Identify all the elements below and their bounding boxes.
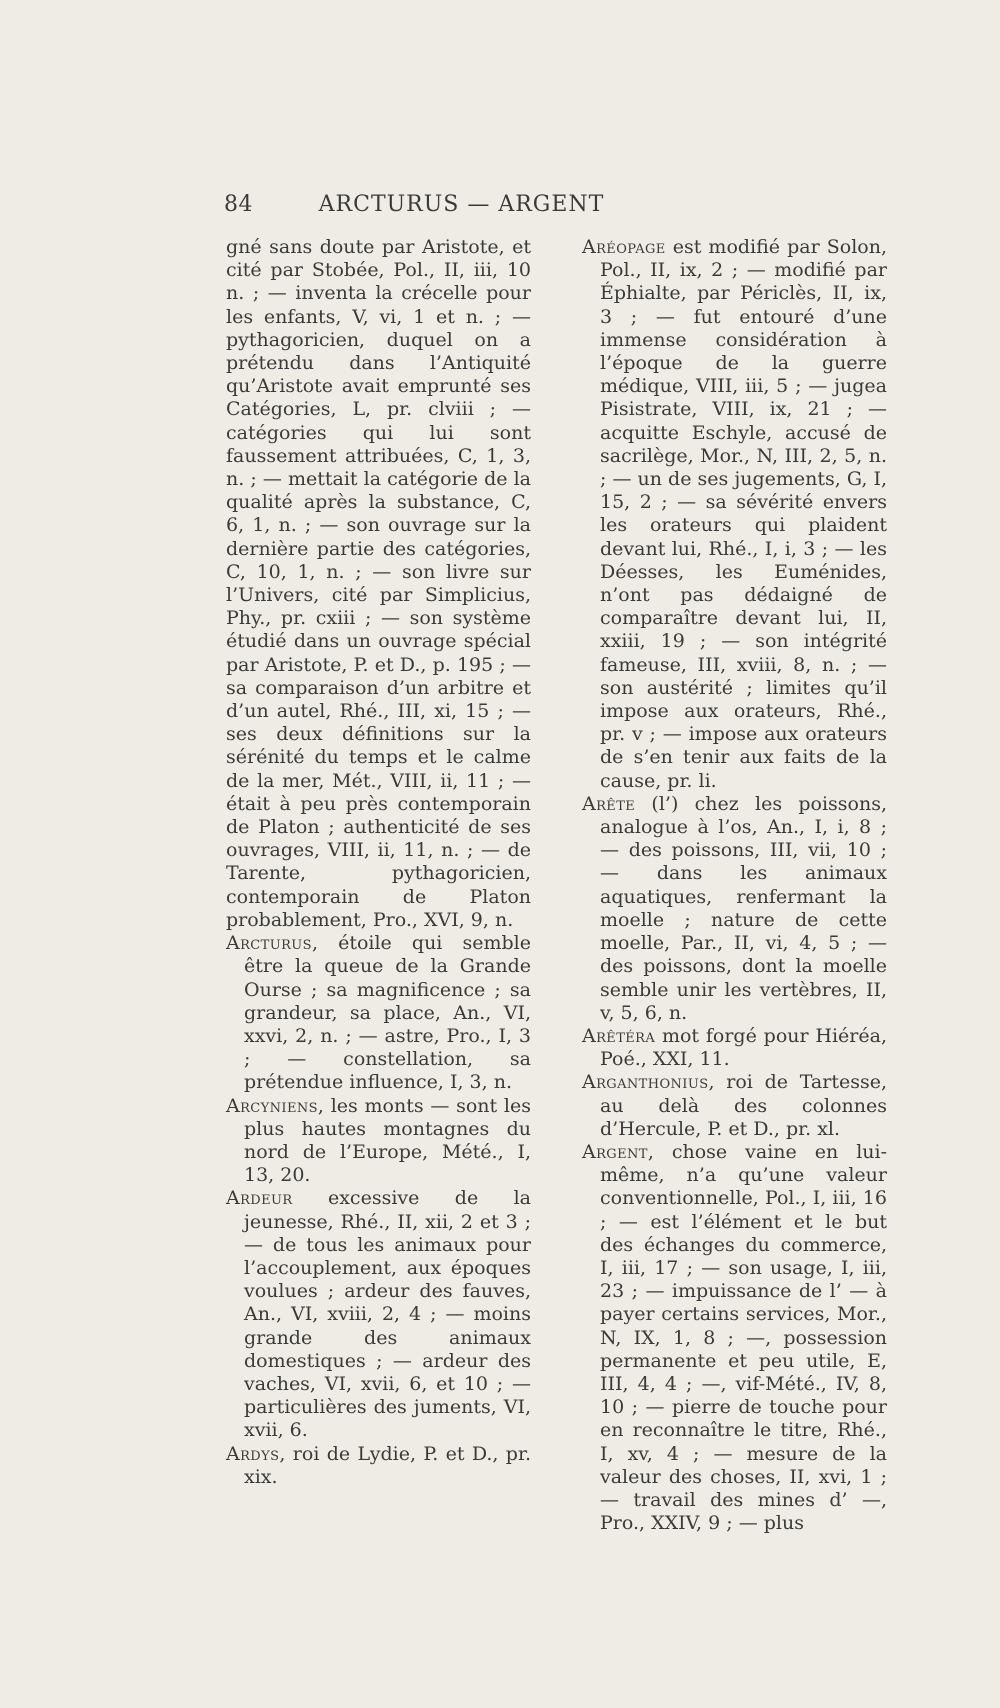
running-title: ARCTURUS — ARGENT [318,192,605,217]
index-entry [226,932,531,1094]
entry-headword: Arcyniens [226,1094,318,1117]
entry-text: , roi de Lydie, P. et D., pr. xix. [244,1442,531,1488]
entry-headword: Arête [582,792,636,815]
entry-headword: Argent [582,1140,648,1163]
index-entry [226,1095,531,1188]
entry-text: gné sans doute par Aristote, et cité par Stobée, Pol., II, iii, 10 n. ; — inventa la crécelle pour les enfants, V, vi, 1 et n. ; — pythagoricien, duquel on a prétendu dans l’Antiquité qu’Aristote avait emprunté ses Catégories, L, pr. clviii ; — catégories qui lui sont faussement attribuées, C, 1, 3, n. ; — mettait la catégorie de la qualité après la substance, C, 6, 1, n. ; — son ouvrage sur la dernière partie des catégories, C, 10, 1, n. ; — son livre sur l’Univers, cité par Simplicius, Phy., pr. cxiii ; — son système étudié dans un ouvrage spécial par Aristote, P. et D., p. 195 ; — sa comparaison d’un arbitre et d’un autel, Rhé., III, xi, 15 ; — ses deux définitions sur la sérénité du temps et le calme de la mer, Mét., VIII, ii, 11 ; — était à peu près contemporain de Platon ; authenticité de ses ouvrages, VIII, ii, 11, n. ; — de Tarente, pythagoricien, contemporain de Platon probablement, Pro., XVI, 9, n. [226,236,531,931]
right-column [582,236,887,1535]
entry-headword: Arcturus [226,932,312,955]
index-entry [226,1187,531,1442]
entry-text: est modifié par Solon, Pol., II, ix, 2 ; — modifié par Éphialte, par Périclès, II, ix, 3 ; — fut entouré d’une immense considération à l’époque de la guerre médique, VIII, iii, 5 ; — jugea Pisistrate, VIII, ix, 21 ; — acquitte Eschyle, accusé de sacrilège, Mor., N, III, 2, 5, n. ; — un de ses jugements, G, I, 15, 2 ; — sa sévérité envers les orateurs qui plaident devant lui, Rhé., I, i, 3 ; — les Déesses, les Euménides, n’ont pas dédaigné de comparaître devant lui, II, xxiii, 19 ; — son intégrité fameuse, III, xviii, 8, n. ; — son austérité ; limites qu’il impose aux orateurs, Rhé., pr. v ; — impose aux orateurs de s’en tenir aux faits de la cause, pr. li. [600,236,887,792]
entry-headword: Ardeur [226,1187,293,1210]
index-entry [582,1025,887,1071]
left-column [226,236,531,1489]
entry-text: , chose vaine en lui-même, n’a qu’une valeur conventionnelle, Pol., I, iii, 16 ; — est l’élément et le but des échanges du commerce, I, iii, 17 ; — son usage, I, iii, 23 ; — impuissance de l’ — à payer certains services, Mor., N, IX, 1, 8 ; —, possession permanente et peu utile, E, III, 4, 4 ; —, vif-Mété., IV, 8, 10 ; — pierre de touche pour en reconnaître le titre, Rhé., I, xv, 4 ; — mesure de la valeur des choses, II, xvi, 1 ; — travail des mines d’ —, Pro., XXIV, 9 ; — plus [600,1140,887,1535]
index-entry [226,236,531,932]
index-entry [582,1141,887,1535]
entry-headword: Arganthonius [582,1071,709,1094]
entry-text: , les monts — sont les plus hautes montagnes du nord de l’Europe, Mété., I, 13, 20. [244,1094,531,1187]
index-entry [226,1443,531,1489]
index-entry [582,236,887,793]
page-number: 84 [224,192,253,217]
index-entry [582,1071,887,1141]
entry-text: , roi de Tartesse, au delà des colonnes d’Hercule, P. et D., pr. xl. [600,1071,887,1140]
entry-headword: Arêtéra [582,1024,656,1047]
entry-text: (l’) chez les poissons, analogue à l’os, An., I, i, 8 ; — des poissons, III, vii, 10 ; — dans les animaux aquatiques, renfermant la moelle ; nature de cette moelle, Par., II, vi, 4, 5 ; — des poissons, dont la moelle semble unir les vertèbres, II, v, 5, 6, n. [600,792,887,1024]
entry-headword: Ardys [226,1442,280,1465]
entry-text: mot forgé pour Hiéréa, Poé., XXI, 11. [600,1024,887,1071]
page-header [224,192,699,226]
entry-text: excessive de la jeunesse, Rhé., II, xii, 2 et 3 ; — de tous les animaux pour l’accouplement, aux époques voulues ; ardeur des fauves, An., VI, xviii, 2, 4 ; — moins grande des animaux domestiques ; — ardeur des vaches, VI, xvii, 6, et 10 ; — particulières des juments, VI, xvii, 6. [244,1187,531,1442]
index-entry [582,793,887,1025]
entry-headword: Aréopage [582,236,666,258]
entry-text: , étoile qui semble être la queue de la Grande Ourse ; sa magnificence ; sa grandeur, sa place, An., VI, xxvi, 2, n. ; — astre, Pro., I, 3 ; — constellation, sa prétendue influence, I, 3, n. [244,932,531,1094]
